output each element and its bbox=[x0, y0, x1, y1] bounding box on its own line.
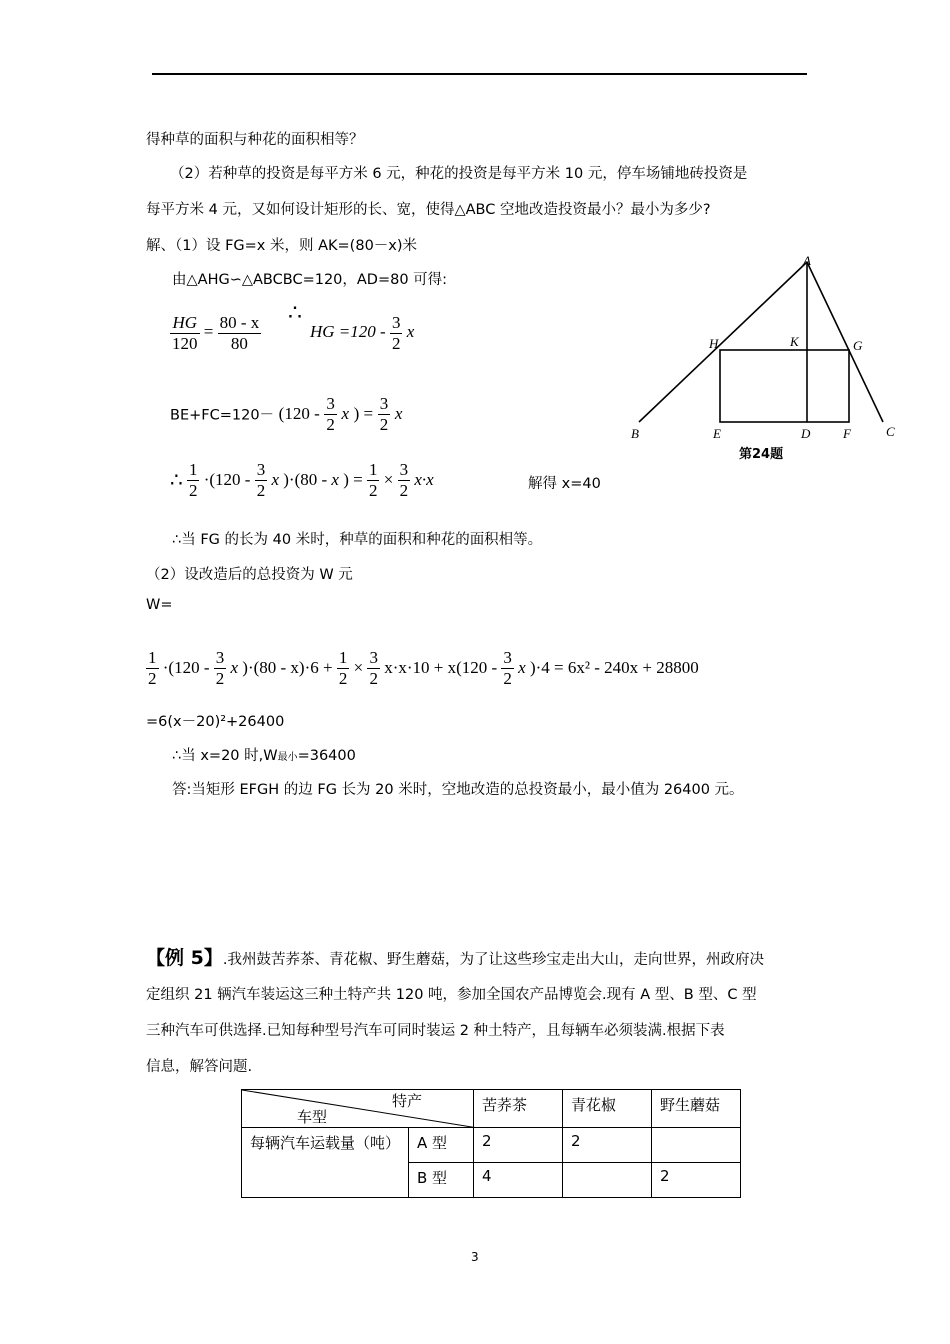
table-cell bbox=[563, 1163, 652, 1198]
equation-be-fc: BE+FC=120－ (120 - $\frac{3}{2}$ x ) = $\frac{3}{2}$ x bbox=[170, 394, 403, 434]
equation-similar-ratio: $\frac{HG}{120}$ = $\frac{80 - x}{80}$ bbox=[172, 313, 260, 353]
corner-bottom-label: 车型 bbox=[297, 1108, 328, 1126]
label-e: E bbox=[713, 426, 721, 441]
table-corner-cell bbox=[242, 1090, 474, 1128]
question-2-line1: （2）若种草的投资是每平方米 6 元，种花的投资是每平方米 10 元，停车场铺地砖投资是 bbox=[170, 166, 748, 182]
w-label: W= bbox=[146, 597, 173, 613]
label-c: C bbox=[886, 424, 895, 439]
header-cell: 苦荞茶 bbox=[474, 1090, 563, 1128]
side-ab bbox=[639, 262, 807, 422]
equation-hg: HG =120 - $\frac{3}{2}$ x bbox=[310, 313, 415, 353]
corner-top-label: 特产 bbox=[392, 1092, 423, 1110]
equation-area-equal: ∴ $\frac{1}{2}$ ·(120 - $\frac{3}{2}$ x )·(80 - x ) = $\frac{1}{2}$ × $\frac{3}{2}$ x·x bbox=[170, 460, 434, 500]
table-cell: 4 bbox=[474, 1163, 563, 1198]
example-5-line4: 信息，解答问题. bbox=[146, 1059, 253, 1075]
label-h: H bbox=[709, 336, 719, 351]
therefore-symbol: ∴ bbox=[288, 300, 302, 325]
solve-result: 解得 x=40 bbox=[528, 476, 601, 492]
label-d: D bbox=[801, 426, 811, 441]
diagonal-divider bbox=[242, 1090, 478, 1128]
question-2-line2: 每平方米 4 元，又如何设计矩形的长、宽，使得△ABC 空地改造投资最小？最小为多少? bbox=[146, 202, 711, 218]
table-cell bbox=[652, 1128, 741, 1163]
solution-line2: 由△AHG∽△ABCBC=120，AD=80 可得: bbox=[172, 272, 448, 288]
minimum-statement: ∴当 x=20 时,W最小=36400 bbox=[172, 748, 356, 764]
type-cell: A 型 bbox=[409, 1128, 474, 1163]
answer-line: 答:当矩形 EFGH 的边 FG 长为 20 米时，空地改造的总投资最小，最小值为 26400 元。 bbox=[172, 782, 744, 798]
question-2-setup: （2）设改造后的总投资为 W 元 bbox=[146, 567, 353, 583]
header-cell: 野生蘑菇 bbox=[652, 1090, 741, 1128]
label-a: A bbox=[803, 253, 811, 268]
rectangle-efgh bbox=[720, 350, 849, 422]
triangle-figure bbox=[625, 252, 905, 467]
table-cell: 2 bbox=[652, 1163, 741, 1198]
equation-total-investment: $\frac{1}{2}$ ·(120 - $\frac{3}{2}$ x )·(80 - x)·6 + $\frac{1}{2}$ × $\frac{3}{2}$ x·x·10 + x(120 - $\frac{3}{2}$ x )·4 = 6x² - 240x + 28800 bbox=[148, 648, 699, 688]
cargo-table bbox=[241, 1089, 741, 1198]
table-cell: 2 bbox=[563, 1128, 652, 1163]
figure-caption: 第24题 bbox=[739, 447, 784, 462]
intro-line: 得种草的面积与种花的面积相等？ bbox=[146, 132, 364, 148]
side-ac bbox=[807, 262, 883, 422]
table-cell: 2 bbox=[474, 1128, 563, 1163]
label-g: G bbox=[853, 338, 863, 353]
example-5-line3: 三种汽车可供选择.已知每种型号汽车可同时装运 2 种土特产，且每辆车必须装满.根据下表 bbox=[146, 1023, 725, 1039]
label-f: F bbox=[843, 426, 851, 441]
label-k: K bbox=[790, 334, 799, 349]
header-cell: 青花椒 bbox=[563, 1090, 652, 1128]
label-b: B bbox=[631, 426, 639, 441]
header-rule bbox=[152, 73, 807, 75]
conclusion-1: ∴当 FG 的长为 40 米时，种草的面积和种花的面积相等。 bbox=[172, 532, 543, 548]
example-5-line2: 定组织 21 辆汽车装运这三种土特产共 120 吨，参加全国农产品博览会.现有 A 型、B 型、C 型 bbox=[146, 987, 757, 1003]
vertex-form: =6(x－20)²+26400 bbox=[146, 714, 285, 730]
example-5-line1: 【例 5】.我州鼓苦荞茶、青花椒、野生蘑菇，为了让这些珍宝走出大山，走向世界，州政府决 bbox=[146, 947, 764, 969]
type-cell: B 型 bbox=[409, 1163, 474, 1198]
solution-line1: 解、（1）设 FG=x 米，则 AK=(80－x)米 bbox=[146, 238, 418, 254]
page-number: 3 bbox=[471, 1250, 479, 1264]
row-label-cell: 每辆汽车运载量（吨） bbox=[242, 1128, 409, 1198]
